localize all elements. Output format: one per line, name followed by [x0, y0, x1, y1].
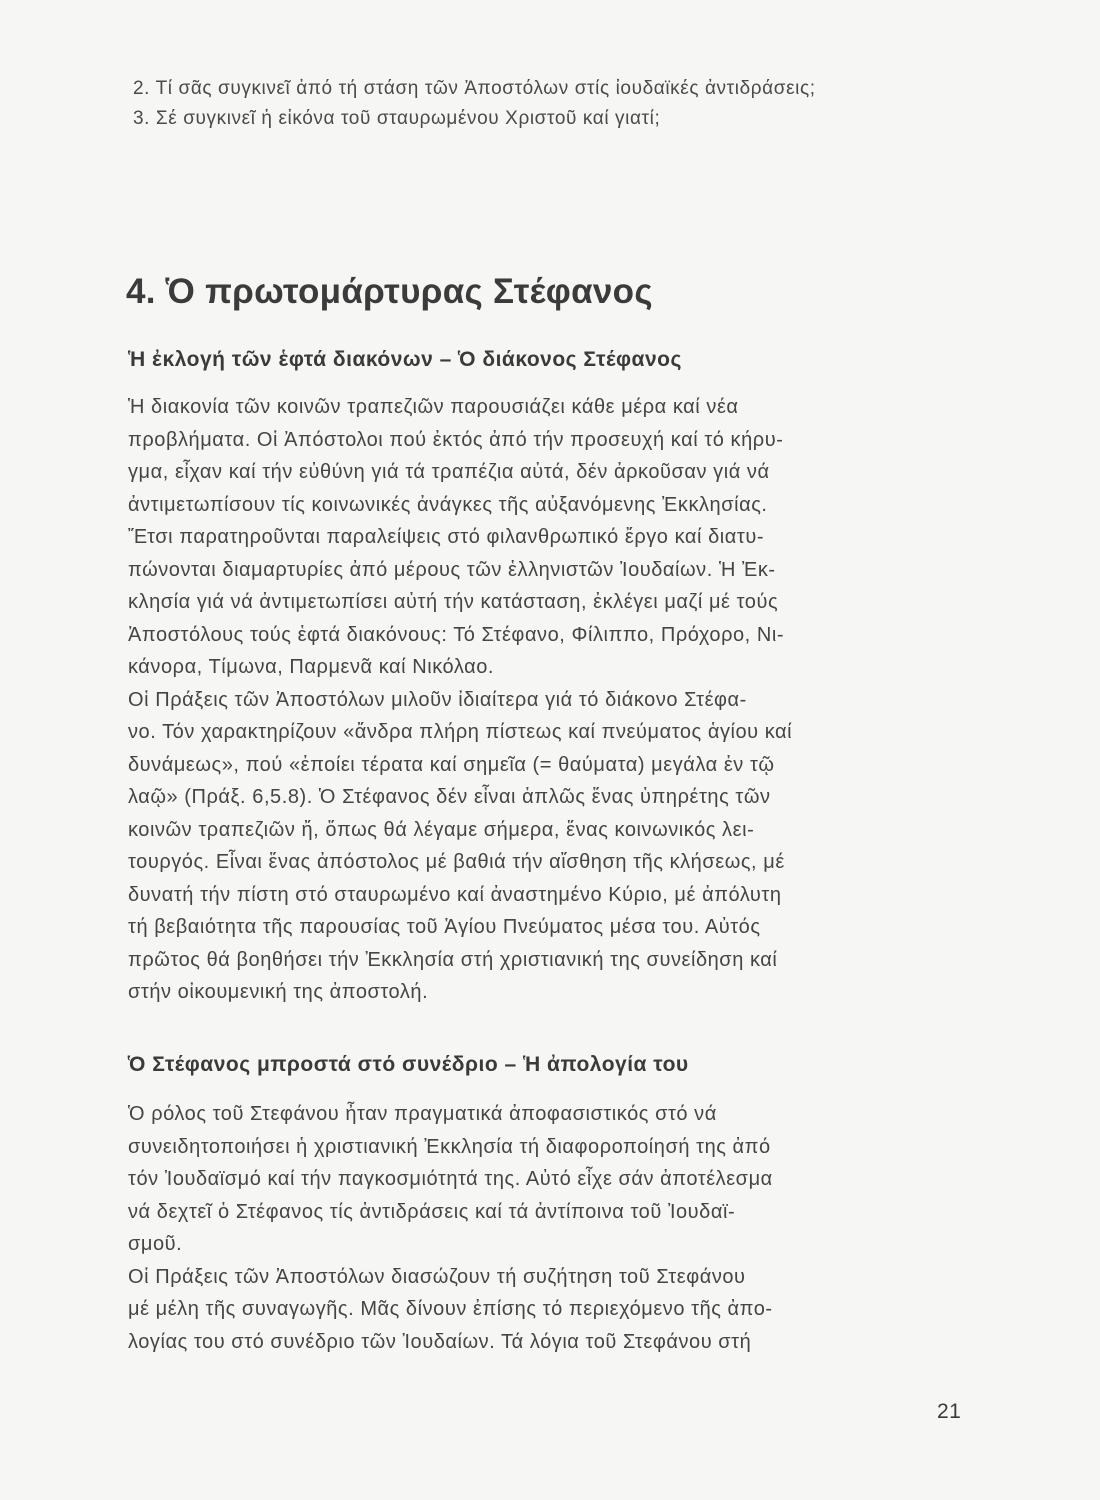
text-line: προβλήματα. Οἱ Ἀπόστολοι πού ἐκτός ἀπό τήν προσευχή καί τό κήρυ- [128, 428, 784, 451]
text-line: τή βεβαιότητα τῆς παρουσίας τοῦ Ἁγίου Πνεύματος μέσα του. Αὐτός [128, 916, 761, 938]
section-heading-stephen-before-council: Ὁ Στέφανος μπροστά στό συνέδριο – Ἡ ἀπολογία του [128, 1053, 689, 1076]
question-3: 3. Σέ συγκινεῖ ἡ εἰκόνα τοῦ σταυρωμένου Χριστοῦ καί γιατί; [133, 108, 661, 129]
text-line: λαῷ» (Πράξ. 6,5.8). Ὁ Στέφανος δέν εἶναι ἁπλῶς ἕνας ὑπηρέτης τῶν [128, 786, 771, 808]
review-questions [133, 74, 993, 134]
page-number: 21 [937, 1400, 962, 1423]
text-line: μέ μέλη τῆς συναγωγῆς. Μᾶς δίνουν ἐπίσης τό περιεχόμενο τῆς ἀπο- [128, 1298, 773, 1320]
text-line: τουργός. Εἶναι ἕνας ἀπόστολος μέ βαθιά τήν αἴσθηση τῆς κλήσεως, μέ [128, 851, 785, 873]
text-line: πώνονται διαμαρτυρίες ἀπό μέρους τῶν ἑλληνιστῶν Ἰουδαίων. Ἡ Ἐκ- [128, 558, 776, 581]
text-line: τόν Ἰουδαϊσμό καί τήν παγκοσμιότητά της. Αὐτό εἶχε σάν ἀποτέλεσμα [128, 1168, 773, 1190]
text-line: ἀντιμετωπίσουν τίς κοινωνικές ἀνάγκες τῆς αὐξανόμενης Ἐκκλησίας. [128, 493, 768, 516]
text-line: κοινῶν τραπεζιῶν ἤ, ὅπως θά λέγαμε σήμερα, ἕνας κοινωνικός λει- [128, 818, 755, 841]
text-line: νά δεχτεῖ ὁ Στέφανος τίς ἀντιδράσεις καί τά ἀντίποινα τοῦ Ἰουδαϊ- [128, 1200, 736, 1223]
text-line: Οἱ Πράξεις τῶν Ἀποστόλων μιλοῦν ἰδιαίτερα γιά τό διάκονο Στέφα- [128, 688, 747, 711]
text-line: Ἡ διακονία τῶν κοινῶν τραπεζιῶν παρουσιάζει κάθε μέρα καί νέα [128, 396, 739, 418]
chapter-title: 4. Ὁ πρωτομάρτυρας Στέφανος [126, 272, 653, 311]
text-line: λογίας του στό συνέδριο τῶν Ἰουδαίων. Τά λόγια τοῦ Στεφάνου στή [128, 1330, 752, 1353]
text-line: κλησία γιά νά ἀντιμετωπίσει αὐτή τήν κατάσταση, ἐκλέγει μαζί μέ τούς [128, 591, 779, 613]
text-line: Ἀποστόλους τούς ἑφτά διακόνους: Τό Στέφανο, Φίλιππο, Πρόχορο, Νι- [128, 623, 785, 646]
question-2: 2. Τί σᾶς συγκινεῖ ἀπό τή στάση τῶν Ἀποστόλων στίς ἰουδαϊκές ἀντιδράσεις; [133, 78, 816, 99]
text-line: Οἱ Πράξεις τῶν Ἀποστόλων διασώζουν τή συζήτηση τοῦ Στεφάνου [128, 1265, 746, 1288]
text-line: Ὁ ρόλος τοῦ Στεφάνου ἦταν πραγματικά ἀποφασιστικός στό νά [128, 1103, 717, 1125]
section-body-council [128, 1098, 956, 1358]
text-line: Ἔτσι παρατηροῦνται παραλείψεις στό φιλανθρωπικό ἔργο καί διατυ- [128, 526, 765, 548]
text-line: γμα, εἶχαν καί τήν εὐθύνη γιά τά τραπέζια αὐτά, δέν ἀρκοῦσαν γιά νά [128, 461, 770, 483]
text-line: νο. Τόν χαρακτηρίζουν «ἄνδρα πλήρη πίστεως καί πνεύματος ἁγίου καί [128, 721, 793, 743]
section-heading-election-of-deacons: Ἡ ἐκλογή τῶν ἑφτά διακόνων – Ὁ διάκονος Στέφανος [128, 348, 682, 371]
text-line: δυνατή τήν πίστη στό σταυρωμένο καί ἀναστημένο Κύριο, μέ ἀπόλυτη [128, 883, 782, 906]
text-line: δυνάμεως», πού «ἐποίει τέρατα καί σημεῖα (= θαύματα) μεγάλα ἐν τῷ [128, 753, 775, 776]
section-body-deacons [128, 391, 956, 1009]
text-line: στήν οἰκουμενική της ἀποστολή. [128, 981, 429, 1003]
text-line: σμοῦ. [128, 1233, 183, 1255]
text-line: συνειδητοποιήσει ἡ χριστιανική Ἐκκλησία τή διαφοροποίησή της ἀπό [128, 1135, 771, 1158]
text-line: κάνορα, Τίμωνα, Παρμενᾶ καί Νικόλαο. [128, 656, 494, 678]
text-line: πρῶτος θά βοηθήσει τήν Ἐκκλησία στή χριστιανική της συνείδηση καί [128, 948, 778, 971]
